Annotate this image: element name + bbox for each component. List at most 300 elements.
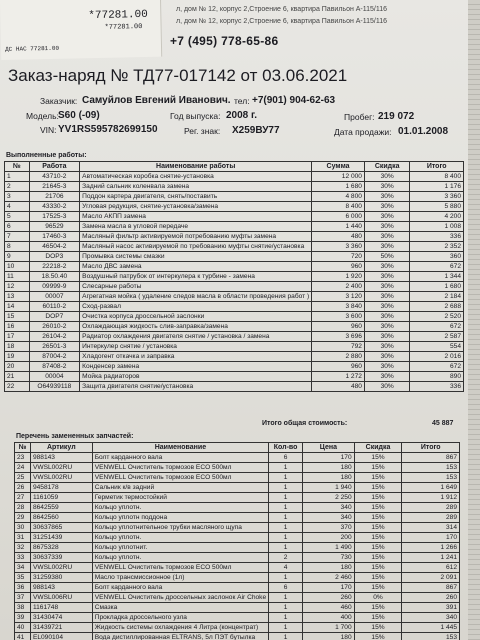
works-table-row bbox=[5, 262, 464, 272]
parts-table-row bbox=[15, 583, 460, 593]
parts-cell: 1 912 bbox=[402, 493, 460, 503]
works-cell: 19 bbox=[5, 352, 30, 362]
works-cell: 30% bbox=[364, 352, 409, 362]
works-cell: 960 bbox=[312, 322, 365, 332]
parts-cell: 15% bbox=[354, 543, 402, 553]
parts-table-row bbox=[15, 523, 460, 533]
parts-table-row bbox=[15, 623, 460, 633]
parts-cell: 1161059 bbox=[30, 493, 92, 503]
works-table-row bbox=[5, 192, 464, 202]
works-cell: 18.50.40 bbox=[29, 272, 80, 282]
vin-value: YV1RS595782699150 bbox=[58, 124, 158, 135]
works-cell: 96529 bbox=[29, 222, 80, 232]
parts-cell: 988143 bbox=[30, 453, 92, 463]
works-cell: 14 bbox=[5, 302, 30, 312]
parts-cell: 612 bbox=[402, 563, 460, 573]
works-cell: 360 bbox=[410, 252, 464, 262]
works-cell: 30% bbox=[364, 222, 409, 232]
works-cell: Хладогент откачка и заправка bbox=[80, 352, 312, 362]
parts-cell: 289 bbox=[402, 513, 460, 523]
works-cell: 09999-9 bbox=[29, 282, 80, 292]
parts-cell: 37 bbox=[15, 593, 31, 603]
works-cell: 3 600 bbox=[312, 312, 365, 322]
parts-table bbox=[14, 442, 460, 640]
works-cell: 17525-3 bbox=[29, 212, 80, 222]
works-cell: 3 360 bbox=[312, 242, 365, 252]
parts-cell: 340 bbox=[303, 503, 355, 513]
parts-cell: 15% bbox=[354, 553, 402, 563]
works-cell: 22 bbox=[5, 382, 30, 392]
works-cell: 30% bbox=[364, 362, 409, 372]
parts-cell: 1 bbox=[269, 573, 303, 583]
parts-cell: 170 bbox=[303, 583, 355, 593]
parts-table-row bbox=[15, 553, 460, 563]
works-cell: 4 800 bbox=[312, 192, 365, 202]
works-cell: 10 bbox=[5, 262, 30, 272]
address-line-1: л, дом № 12, корпус 2,Строение 6, квартира Павильон А-115/116 bbox=[176, 6, 388, 13]
works-cell: 17 bbox=[5, 332, 30, 342]
parts-cell: 31259380 bbox=[30, 573, 92, 583]
reg-label: Рег. знак: bbox=[184, 126, 221, 136]
works-table-row bbox=[5, 322, 464, 332]
reg-value: Х259ВУ77 bbox=[232, 125, 280, 136]
parts-cell: 1 bbox=[269, 473, 303, 483]
works-col-code: Работа bbox=[29, 162, 80, 172]
parts-col-price: Цена bbox=[303, 443, 355, 453]
works-table-row bbox=[5, 252, 464, 262]
parts-cell: 35 bbox=[15, 573, 31, 583]
parts-cell: 30 bbox=[15, 523, 31, 533]
year-value: 2008 г. bbox=[226, 110, 257, 121]
works-cell: 554 bbox=[410, 342, 464, 352]
parts-cell: 1 445 bbox=[402, 623, 460, 633]
works-cell: Поддон картера двигателя, снять/поставить bbox=[80, 192, 312, 202]
parts-cell: 460 bbox=[303, 603, 355, 613]
parts-cell: 25 bbox=[15, 473, 31, 483]
works-cell: 9 bbox=[5, 252, 30, 262]
parts-cell: Кольцо уплотнительное трубки масляного щупа bbox=[92, 523, 268, 533]
works-cell: 336 bbox=[410, 232, 464, 242]
parts-cell: 15% bbox=[354, 563, 402, 573]
works-cell: 30% bbox=[364, 282, 409, 292]
works-table-row bbox=[5, 382, 464, 392]
works-table-row bbox=[5, 312, 464, 322]
parts-cell: 988143 bbox=[30, 583, 92, 593]
works-cell: 480 bbox=[312, 382, 365, 392]
parts-cell: 1 bbox=[269, 503, 303, 513]
parts-cell: 15% bbox=[354, 613, 402, 623]
works-cell: 30% bbox=[364, 242, 409, 252]
works-cell: 2 352 bbox=[410, 242, 464, 252]
mileage-value: 219 072 bbox=[378, 111, 415, 122]
parts-cell: Болт карданного вала bbox=[92, 453, 268, 463]
works-cell: 3 696 bbox=[312, 332, 365, 342]
parts-cell: 153 bbox=[402, 463, 460, 473]
parts-col-name: Наименование bbox=[92, 443, 268, 453]
parts-cell: Масло трансмиссионное (1л) bbox=[92, 573, 268, 583]
works-cell: 672 bbox=[410, 262, 464, 272]
works-table-row bbox=[5, 182, 464, 192]
parts-table-row bbox=[15, 613, 460, 623]
works-cell: Масляный насос активируемой по требованию муфты снятие/установка bbox=[80, 242, 312, 252]
works-cell: Масло ДВС замена bbox=[80, 262, 312, 272]
works-cell: 1 176 bbox=[410, 182, 464, 192]
parts-cell: 39 bbox=[15, 613, 31, 623]
works-cell: 5 880 bbox=[410, 202, 464, 212]
works-col-name: Наименование работы bbox=[80, 162, 312, 172]
works-cell: 22218-2 bbox=[29, 262, 80, 272]
parts-cell: 33 bbox=[15, 553, 31, 563]
parts-cell: 180 bbox=[303, 563, 355, 573]
parts-cell: 24 bbox=[15, 463, 31, 473]
parts-cell: 15% bbox=[354, 503, 402, 513]
works-cell: 480 bbox=[312, 232, 365, 242]
parts-cell: 31 bbox=[15, 533, 31, 543]
parts-cell: 1 bbox=[269, 613, 303, 623]
parts-cell: VWSL002RU bbox=[30, 563, 92, 573]
works-cell: 8 bbox=[5, 242, 30, 252]
parts-cell: 1 bbox=[269, 493, 303, 503]
works-table-row bbox=[5, 232, 464, 242]
parts-cell: 27 bbox=[15, 493, 31, 503]
works-cell: Задний сальник коленвала замена bbox=[80, 182, 312, 192]
parts-cell: 15% bbox=[354, 603, 402, 613]
parts-cell: 1 bbox=[269, 463, 303, 473]
sale-date: 01.01.2008 bbox=[398, 126, 449, 137]
parts-cell: 8675328 bbox=[30, 543, 92, 553]
works-cell: 21645-3 bbox=[29, 182, 80, 192]
parts-cell: 15% bbox=[354, 463, 402, 473]
parts-cell: Прокладка дроссельного узла bbox=[92, 613, 268, 623]
parts-col-total: Итого bbox=[402, 443, 460, 453]
parts-cell: Сальник к/в задний bbox=[92, 483, 268, 493]
works-cell: 00004 bbox=[29, 372, 80, 382]
works-cell: 1 272 bbox=[312, 372, 365, 382]
parts-cell: 180 bbox=[303, 473, 355, 483]
parts-cell: Кольцо уплотн. bbox=[92, 503, 268, 513]
works-table bbox=[4, 161, 464, 392]
parts-cell: 400 bbox=[303, 613, 355, 623]
works-cell: Сход-развал bbox=[80, 302, 312, 312]
parts-cell: Кольцо уплотн. bbox=[92, 553, 268, 563]
parts-cell: 31439721 bbox=[30, 623, 92, 633]
parts-table-row bbox=[15, 533, 460, 543]
works-cell: 26010-2 bbox=[29, 322, 80, 332]
works-cell: 18 bbox=[5, 342, 30, 352]
works-cell: Мойка радиаторов bbox=[80, 372, 312, 382]
works-table-row bbox=[5, 352, 464, 362]
works-cell: Защита двигателя снятие/установка bbox=[80, 382, 312, 392]
parts-cell: 2 460 bbox=[303, 573, 355, 583]
parts-cell: 180 bbox=[303, 633, 355, 640]
works-cell: 960 bbox=[312, 262, 365, 272]
works-cell: 11 bbox=[5, 272, 30, 282]
works-cell: 672 bbox=[410, 322, 464, 332]
works-cell: 30% bbox=[364, 182, 409, 192]
works-cell: 2 bbox=[5, 182, 30, 192]
works-cell: Слесарные работы bbox=[80, 282, 312, 292]
parts-cell: 1 700 bbox=[303, 623, 355, 633]
mileage-label: Пробег: bbox=[344, 112, 375, 122]
parts-cell: 15% bbox=[354, 513, 402, 523]
works-cell: 21706 bbox=[29, 192, 80, 202]
parts-cell: 1 bbox=[269, 633, 303, 640]
works-cell: 43330-2 bbox=[29, 202, 80, 212]
parts-col-sku: Артикул bbox=[30, 443, 92, 453]
parts-cell: Кольцо уплотнит. bbox=[92, 543, 268, 553]
parts-cell: 170 bbox=[402, 533, 460, 543]
works-cell: Воздушный патрубок от интеркулера к турбине - замена bbox=[80, 272, 312, 282]
works-cell: 30% bbox=[364, 372, 409, 382]
customer-label: Заказчик: bbox=[40, 96, 78, 106]
parts-cell: Герметик термостойкий bbox=[92, 493, 268, 503]
works-table-row bbox=[5, 362, 464, 372]
works-table-row bbox=[5, 372, 464, 382]
parts-table-row bbox=[15, 483, 460, 493]
works-cell: 30% bbox=[364, 302, 409, 312]
sale-label: Дата продажи: bbox=[334, 127, 392, 137]
parts-cell: 15% bbox=[354, 573, 402, 583]
parts-cell: 2 091 bbox=[402, 573, 460, 583]
works-cell: 30% bbox=[364, 322, 409, 332]
parts-cell: 15% bbox=[354, 533, 402, 543]
works-cell: 12 bbox=[5, 282, 30, 292]
works-cell: Масло АКПП замена bbox=[80, 212, 312, 222]
parts-cell: 41 bbox=[15, 633, 31, 640]
works-cell: 3 120 bbox=[312, 292, 365, 302]
works-cell: 50% bbox=[364, 252, 409, 262]
works-cell: Промывка системы смазки bbox=[80, 252, 312, 262]
parts-cell: VENWELL Очиститель тормозов ECO 500мл bbox=[92, 473, 268, 483]
customer-name: Самуйлов Евгений Иванович. bbox=[82, 95, 231, 106]
works-cell: 1 440 bbox=[312, 222, 365, 232]
works-table-row bbox=[5, 242, 464, 252]
parts-cell: 15% bbox=[354, 623, 402, 633]
parts-cell: 15% bbox=[354, 493, 402, 503]
parts-cell: 170 bbox=[303, 453, 355, 463]
works-cell: 2 880 bbox=[312, 352, 365, 362]
parts-cell: 1 bbox=[269, 623, 303, 633]
model-label: Модель: bbox=[26, 111, 59, 121]
parts-col-num: № bbox=[15, 443, 31, 453]
works-cell: 1 680 bbox=[312, 182, 365, 192]
parts-cell: 289 bbox=[402, 503, 460, 513]
works-cell: 2 688 bbox=[410, 302, 464, 312]
parts-table-row bbox=[15, 543, 460, 553]
parts-cell: VENWELL Очиститель дроссельных заслонок Air Choke bbox=[92, 593, 268, 603]
parts-cell: Вода дистиллированная ELTRANS, 5л ПЭТ бутылка bbox=[92, 633, 268, 640]
works-cell: 43710-2 bbox=[29, 172, 80, 182]
parts-cell: 1 bbox=[269, 593, 303, 603]
works-cell: 1 344 bbox=[410, 272, 464, 282]
parts-section-title: Перечень замененных запчастей: bbox=[16, 433, 134, 440]
works-header-row bbox=[5, 162, 464, 172]
works-col-num: № bbox=[5, 162, 30, 172]
works-cell: Масляный фильтр активируемой потребованию муфты замена bbox=[80, 232, 312, 242]
works-cell: Замена масла в угловой передаче bbox=[80, 222, 312, 232]
works-cell: 792 bbox=[312, 342, 365, 352]
parts-table-row bbox=[15, 593, 460, 603]
works-table-row bbox=[5, 202, 464, 212]
parts-cell: 15% bbox=[354, 633, 402, 640]
works-cell: 3 360 bbox=[410, 192, 464, 202]
page-title: Заказ-наряд № ТД77-017142 от 03.06.2021 bbox=[8, 66, 348, 85]
parts-cell: 23 bbox=[15, 453, 31, 463]
works-table-row bbox=[5, 342, 464, 352]
works-section-title: Выполненные работы: bbox=[6, 152, 87, 159]
parts-cell: 38 bbox=[15, 603, 31, 613]
parts-cell: 391 bbox=[402, 603, 460, 613]
parts-cell: 1161748 bbox=[30, 603, 92, 613]
parts-cell: 340 bbox=[303, 513, 355, 523]
parts-cell: Болт карданного вала bbox=[92, 583, 268, 593]
works-cell: Агрегатная мойка ( удаление следов масла в области проведения работ ) bbox=[80, 292, 312, 302]
parts-table-row bbox=[15, 503, 460, 513]
works-cell: 13 bbox=[5, 292, 30, 302]
works-cell: 20 bbox=[5, 362, 30, 372]
works-cell: 960 bbox=[312, 362, 365, 372]
works-cell: 1 bbox=[5, 172, 30, 182]
works-cell: 5 bbox=[5, 212, 30, 222]
works-cell: 4 bbox=[5, 202, 30, 212]
works-cell: 6 000 bbox=[312, 212, 365, 222]
works-cell: 672 bbox=[410, 362, 464, 372]
perforated-edge bbox=[468, 0, 480, 640]
works-cell: 30% bbox=[364, 272, 409, 282]
works-cell: 2 520 bbox=[410, 312, 464, 322]
parts-cell: Смазка bbox=[92, 603, 268, 613]
parts-cell: 2 bbox=[269, 553, 303, 563]
works-cell: DOP3 bbox=[29, 252, 80, 262]
works-cell: 87004-2 bbox=[29, 352, 80, 362]
parts-cell: 1 bbox=[269, 603, 303, 613]
works-cell: 26501-3 bbox=[29, 342, 80, 352]
parts-cell: 28 bbox=[15, 503, 31, 513]
works-cell: 17460-3 bbox=[29, 232, 80, 242]
parts-cell: Кольцо уплотн поддона bbox=[92, 513, 268, 523]
parts-cell: 36 bbox=[15, 583, 31, 593]
works-cell: 1 920 bbox=[312, 272, 365, 282]
customer-tel: +7(901) 904-62-63 bbox=[252, 95, 336, 106]
parts-cell: 340 bbox=[402, 613, 460, 623]
works-cell: 4 200 bbox=[410, 212, 464, 222]
works-cell: 8 400 bbox=[410, 172, 464, 182]
company-phone: +7 (495) 778-65-86 bbox=[170, 34, 279, 48]
parts-cell: 867 bbox=[402, 583, 460, 593]
works-cell: 12 000 bbox=[312, 172, 365, 182]
parts-cell: 153 bbox=[402, 473, 460, 483]
parts-cell: 8642560 bbox=[30, 513, 92, 523]
parts-cell: 867 bbox=[402, 453, 460, 463]
vin-label: VIN: bbox=[40, 125, 57, 135]
works-cell: 6 bbox=[5, 222, 30, 232]
parts-cell: 260 bbox=[402, 593, 460, 603]
year-label: Год выпуска: bbox=[170, 111, 221, 121]
parts-cell: 15% bbox=[354, 523, 402, 533]
works-cell: Интеркулер снятие / установка bbox=[80, 342, 312, 352]
parts-table-row bbox=[15, 603, 460, 613]
parts-cell: 8642559 bbox=[30, 503, 92, 513]
works-table-row bbox=[5, 212, 464, 222]
works-cell: 890 bbox=[410, 372, 464, 382]
parts-cell: 31430474 bbox=[30, 613, 92, 623]
works-cell: 720 bbox=[312, 252, 365, 262]
works-col-sum: Сумма bbox=[312, 162, 365, 172]
parts-table-row bbox=[15, 573, 460, 583]
works-cell: 21 bbox=[5, 372, 30, 382]
receipt-amount-small: *77281.00 bbox=[104, 23, 143, 32]
works-cell: 3 840 bbox=[312, 302, 365, 312]
parts-cell: VENWELL Очиститель тормозов ECO 500мл bbox=[92, 563, 268, 573]
works-cell: Автоматическая коробка снятие-установка bbox=[80, 172, 312, 182]
parts-cell: 26 bbox=[15, 483, 31, 493]
parts-cell: 1 649 bbox=[402, 483, 460, 493]
parts-cell: 0% bbox=[354, 593, 402, 603]
model-value: S60 (-09) bbox=[58, 110, 100, 121]
works-cell: 1 680 bbox=[410, 282, 464, 292]
works-cell: 30% bbox=[364, 212, 409, 222]
parts-cell: 6 bbox=[269, 583, 303, 593]
works-total-value: 45 887 bbox=[432, 420, 454, 427]
works-cell: Охлаждающая жидкость слив-заправка/замена bbox=[80, 322, 312, 332]
parts-cell: VENWELL Очиститель тормозов ECO 500мл bbox=[92, 463, 268, 473]
works-cell: 1 008 bbox=[410, 222, 464, 232]
parts-cell: 6 bbox=[269, 453, 303, 463]
parts-cell: Жидкость системы охлаждения 4 Литра (концентрат) bbox=[92, 623, 268, 633]
parts-table-row bbox=[15, 563, 460, 573]
works-table-row bbox=[5, 282, 464, 292]
works-cell: 2 400 bbox=[312, 282, 365, 292]
parts-cell: VWSL002RU bbox=[30, 473, 92, 483]
works-cell: Угловая редукция, снятие-установка/замена bbox=[80, 202, 312, 212]
parts-table-row bbox=[15, 453, 460, 463]
works-cell: 30% bbox=[364, 172, 409, 182]
parts-cell: EL090104 bbox=[30, 633, 92, 640]
receipt-stub bbox=[0, 0, 162, 60]
parts-cell: 40 bbox=[15, 623, 31, 633]
parts-cell: VWSL006RU bbox=[30, 593, 92, 603]
address-line-2: л, дом № 12, корпус 2,Строение 6, квартира Павильон А-115/116 bbox=[176, 18, 388, 25]
parts-cell: 30637865 bbox=[30, 523, 92, 533]
works-cell: 30% bbox=[364, 312, 409, 322]
parts-cell: 260 bbox=[303, 593, 355, 603]
works-cell: 2 587 bbox=[410, 332, 464, 342]
parts-cell: 15% bbox=[354, 583, 402, 593]
parts-table-row bbox=[15, 513, 460, 523]
parts-cell: Кольцо уплотн. bbox=[92, 533, 268, 543]
parts-cell: 370 bbox=[303, 523, 355, 533]
parts-cell: 1 bbox=[269, 543, 303, 553]
parts-cell: VWSL002RU bbox=[30, 463, 92, 473]
parts-cell: 1 bbox=[269, 533, 303, 543]
works-table-row bbox=[5, 272, 464, 282]
works-table-row bbox=[5, 222, 464, 232]
works-cell: 336 bbox=[410, 382, 464, 392]
parts-cell: 30637339 bbox=[30, 553, 92, 563]
parts-header-row bbox=[15, 443, 460, 453]
parts-cell: 200 bbox=[303, 533, 355, 543]
works-cell: 15 bbox=[5, 312, 30, 322]
parts-cell: 314 bbox=[402, 523, 460, 533]
parts-col-discount: Скидка bbox=[354, 443, 402, 453]
works-cell: 87408-2 bbox=[29, 362, 80, 372]
parts-cell: 34 bbox=[15, 563, 31, 573]
works-cell: Очистка корпуса дроссельной заслонки bbox=[80, 312, 312, 322]
parts-cell: 1 266 bbox=[402, 543, 460, 553]
works-table-row bbox=[5, 172, 464, 182]
parts-table-row bbox=[15, 463, 460, 473]
parts-cell: 15% bbox=[354, 483, 402, 493]
